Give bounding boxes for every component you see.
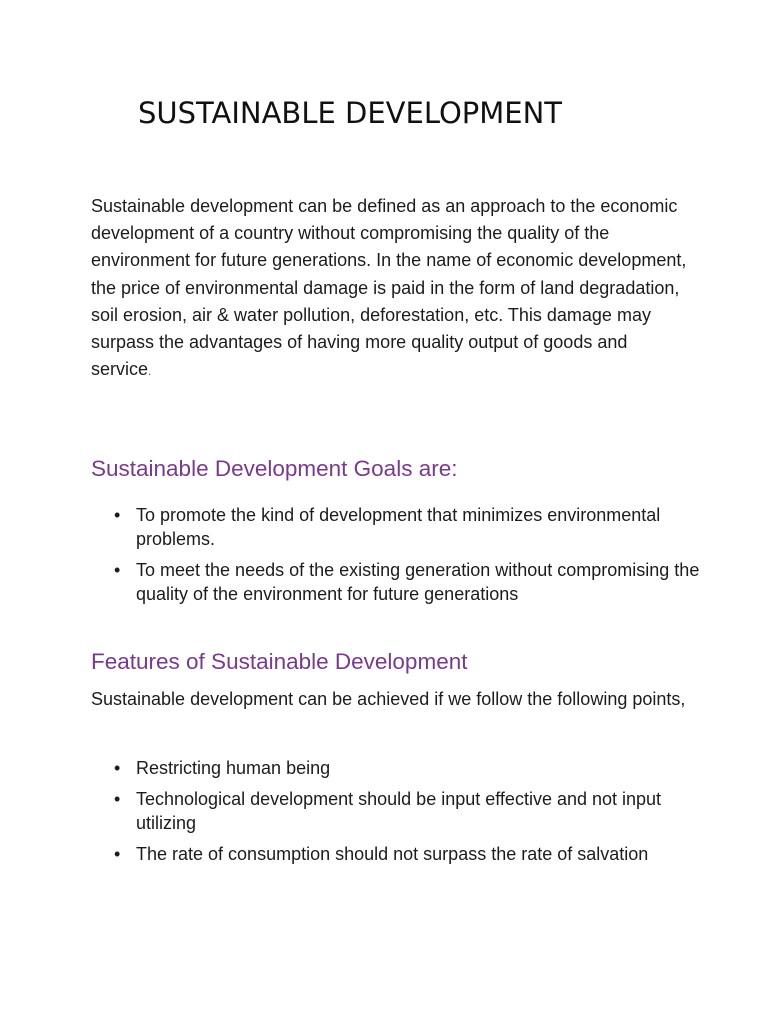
goals-list [112,503,712,613]
list-item [112,558,712,606]
list-item [112,503,712,551]
list-item [112,756,712,780]
list-item [112,842,712,866]
feature-text: The rate of consumption should not surpass the rate of salvation [136,844,649,864]
feature-text: Restricting human being [136,758,331,778]
intro-period: . [148,364,152,379]
bullet-icon: • [114,758,121,778]
list-item [112,787,712,835]
intro-paragraph [91,193,691,385]
goal-text: To meet the needs of the existing generation without compromising the quality of the environment for future generations [136,560,700,604]
intro-text: Sustainable development can be defined as an approach to the economic development of a country without compromising the quality of the environment for future generations. In the name of economic development, the price of environmental damage is paid in the form of land degradation, soil erosion, air & water pollution, deforestation, etc. This damage may surpass the advantages of having more quality output of goods and service [91,196,687,380]
features-intro: Sustainable development can be achieved if we follow the following points, [91,689,686,709]
features-list [112,756,712,873]
bullet-icon: • [114,844,121,864]
document-title: SUSTAINABLE DEVELOPMENT [138,96,563,130]
features-heading: Features of Sustainable Development [91,649,468,674]
bullet-icon: • [114,789,121,809]
goal-text: To promote the kind of development that minimizes environmental problems. [136,505,661,549]
bullet-icon: • [114,560,121,580]
bullet-icon: • [114,505,121,525]
feature-text: Technological development should be input effective and not input utilizing [136,789,662,833]
goals-heading: Sustainable Development Goals are: [91,456,458,481]
